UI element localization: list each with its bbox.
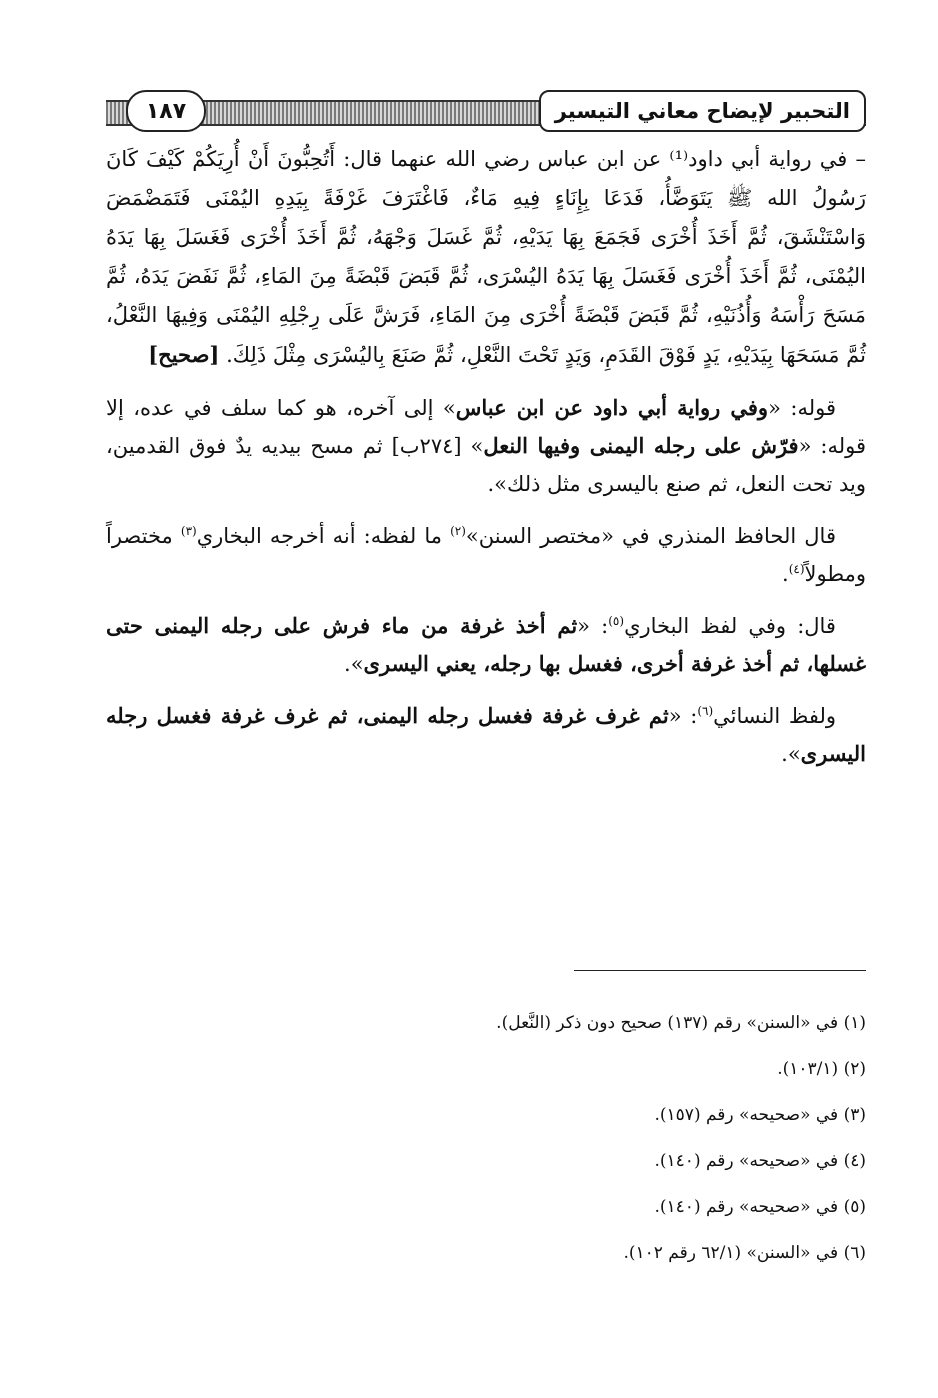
footnote-1: (١) في «السنن» رقم (١٣٧) صحيح دون ذكر (النَّعل). [496,1013,866,1033]
p1-text: قوله: « [768,396,836,420]
p1-quote-2: فرّش على رجله اليمنى وفيها النعل [483,433,799,458]
footnote-separator [574,970,866,971]
footnote-ref-3[interactable]: (٣) [180,524,197,538]
p2-text: قال الحافظ المنذري في «مختصر السنن» [465,524,836,548]
commentary-paragraph-2 [106,517,866,593]
commentary-paragraph-1 [106,389,866,503]
hadith-paragraph [106,140,866,375]
footnote-ref-5[interactable]: (٥) [608,614,625,628]
p4-text-3: ». [781,742,801,766]
footnote-ref-4[interactable]: (٤) [788,562,805,576]
p1-text-3: » [٢٧٤ب] ثم مسح بيديه يدٌ فوق القدمين، ويد تحت النعل، ثم صنع باليسرى مثل ذلك». [106,434,866,496]
footnote-2: (٢) (١٠٣/١). [777,1059,866,1079]
p3-text-2: : « [577,614,609,638]
p3-text-3: ». [344,652,364,676]
p1-text-2: » إلى آخره، هو كما سلف في عده، إلا قوله: « [106,396,866,458]
footnote-6: (٦) في «السنن» (٦٢/١ رقم ١٠٢). [623,1243,866,1263]
book-title: التحبير لإيضاح معاني التيسير [539,90,866,132]
p4-quote: ثم غرف غرفة فغسل رجله اليمنى، ثم غرف غرفة فغسل رجله اليسرى [106,703,866,766]
commentary-paragraph-3 [106,607,866,683]
footnotes [106,1000,866,1276]
p2-text-2: ما لفظه: أنه أخرجه البخاري [196,524,451,548]
footnote-5: (٥) في «صحيحه» رقم (١٤٠). [654,1197,866,1217]
p1-quote-1: وفي رواية أبي داود عن ابن عباس [455,395,769,420]
p3-quote: ثم أخذ غرفة من ماء فرش على رجله اليمنى حتى غسلها، ثم أخذ غرفة أخرى، فغسل بها رجله، يعني اليسرى [106,613,866,676]
commentary-paragraph-4 [106,697,866,773]
p2-text-4: . [782,562,789,586]
p2-text-3: مختصراً ومطولاً [106,524,866,586]
p3-text: قال: وفي لفظ البخاري [624,614,836,638]
hadith-grade: [صحيح] [148,342,220,367]
footnote-3: (٣) في «صحيحه» رقم (١٥٧). [654,1105,866,1125]
main-text [106,140,866,787]
hadith-text: – في رواية أبي داود⁽¹⁾ عن ابن عباس رضي الله عنهما قال: أَتُحِبُّونَ أَنْ أُرِيَكُمْ كَيْفَ كَانَ رَسُولُ الله ﷺ يَتَوَضَّأُ، فَدَعَا بِإِنَاءٍ فِيهِ مَاءٌ، فَاغْتَرَفَ غَرْفَةً بِيَدِهِ اليُمْنَى فَتَمَضْمَضَ وَاسْتَنْشَقَ، ثُمَّ أَخَذَ أُخْرَى فَجَمَعَ بِهَا يَدَيْهِ، ثُمَّ غَسَلَ وَجْهَهُ، ثُمَّ أَخَذَ أُخْرَى فَغَسَلَ بِهَا يَدَهُ اليُمْنَى، ثُمَّ أَخَذَ أُخْرَى فَغَسَلَ بِهَا يَدَهُ اليُسْرَى، ثُمَّ قَبَضَ قَبْضَةً مِنَ المَاءِ، ثُمَّ نَفَضَ يَدَهُ، ثُمَّ مَسَحَ رَأْسَهُ وَأُذُنَيْهِ، ثُمَّ قَبَضَ قَبْضَةً أُخْرَى مِنَ المَاءِ، فَرَشَّ عَلَى رِجْلِهِ اليُمْنَى وَفِيهَا النَّعْلُ، ثُمَّ مَسَحَهَا بِيَدَيْهِ، يَدٍ فَوْقَ القَدَمِ، وَيَدٍ تَحْتَ النَّعْلِ، ثُمَّ صَنَعَ بِاليُسْرَى مِثْلَ ذَلِكَ. [106,147,866,367]
p4-text: ولفظ النسائي [713,704,836,728]
footnote-ref-2[interactable]: (٢) [450,524,466,538]
footnote-4: (٤) في «صحيحه» رقم (١٤٠). [654,1151,866,1171]
p4-text-2: : « [668,704,698,728]
page-header [106,90,866,132]
footnote-ref-6[interactable]: (٦) [697,704,714,718]
page-number: ١٨٧ [126,90,206,132]
